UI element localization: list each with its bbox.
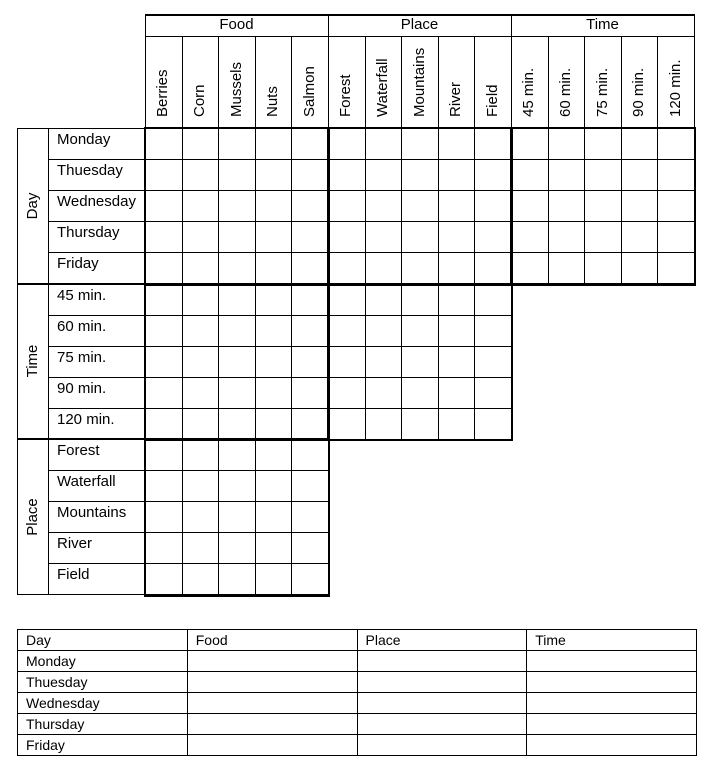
column-label-river: River	[447, 81, 465, 117]
answer-blank-cell[interactable]	[357, 714, 527, 735]
answer-blank-cell[interactable]	[527, 693, 697, 714]
answer-blank-cell[interactable]	[357, 735, 527, 756]
row-label-divider	[48, 221, 145, 222]
header-column-line	[438, 36, 439, 128]
header-column-line	[694, 14, 695, 128]
header-column-line	[401, 36, 402, 128]
row-label-divider	[48, 190, 145, 191]
side-category-divider	[48, 284, 49, 440]
header-column-line	[218, 36, 219, 128]
answer-day-cell: Monday	[18, 651, 188, 672]
header-column-line	[291, 36, 292, 128]
answer-day-cell: Thursday	[18, 714, 188, 735]
answer-blank-cell[interactable]	[527, 735, 697, 756]
header-column-line	[365, 36, 366, 128]
grid-block-frame	[327, 283, 513, 442]
header-column-line	[145, 14, 146, 128]
answer-day-cell: Wednesday	[18, 693, 188, 714]
row-label-divider	[48, 159, 145, 160]
grid-block-frame	[144, 283, 330, 442]
answer-row	[18, 714, 697, 735]
row-label-divider	[48, 315, 145, 316]
answer-header-place: Place	[357, 630, 527, 651]
answer-header-day: Day	[18, 630, 188, 651]
row-label-river: River	[57, 535, 93, 553]
row-label-90-min-: 90 min.	[57, 379, 107, 397]
header-column-line	[584, 36, 585, 128]
header-column-line	[548, 36, 549, 128]
column-label-field: Field	[483, 84, 501, 117]
answer-row	[18, 693, 697, 714]
answer-row	[18, 651, 697, 672]
answer-blank-cell[interactable]	[187, 735, 357, 756]
answer-blank-cell[interactable]	[357, 672, 527, 693]
answer-blank-cell[interactable]	[357, 651, 527, 672]
header-column-line	[255, 36, 256, 128]
side-category-time: Time	[23, 344, 41, 378]
answer-header-food: Food	[187, 630, 357, 651]
row-label-mountains: Mountains	[57, 504, 127, 522]
answer-row	[18, 735, 697, 756]
header-column-line	[474, 36, 475, 128]
row-label-divider	[48, 563, 145, 564]
answer-blank-cell[interactable]	[187, 651, 357, 672]
row-label-divider	[48, 346, 145, 347]
top-category-time: Time	[586, 16, 619, 33]
column-label-forest: Forest	[337, 74, 355, 117]
answer-blank-cell[interactable]	[187, 693, 357, 714]
row-label-divider	[48, 501, 145, 502]
answer-table	[17, 629, 697, 756]
row-label-divider	[48, 252, 145, 253]
column-label-salmon: Salmon	[300, 66, 318, 117]
grid-block-frame	[327, 127, 513, 286]
answer-blank-cell[interactable]	[187, 672, 357, 693]
column-label-berries: Berries	[154, 69, 172, 117]
grid-block-frame	[510, 127, 696, 286]
column-label-mussels: Mussels	[227, 61, 245, 117]
row-label-120-min-: 120 min.	[57, 410, 115, 428]
row-label-monday: Monday	[57, 131, 111, 148]
answer-blank-cell[interactable]	[357, 693, 527, 714]
header-column-line	[328, 14, 329, 128]
column-label-75-min-: 75 min.	[593, 67, 611, 117]
row-label-waterfall: Waterfall	[57, 473, 116, 491]
answer-blank-cell[interactable]	[527, 714, 697, 735]
side-category-place: Place	[23, 497, 41, 536]
column-label-mountains: Mountains	[410, 47, 428, 117]
answer-row	[18, 672, 697, 693]
row-label-wednesday: Wednesday	[57, 193, 136, 211]
row-label-forest: Forest	[57, 442, 100, 459]
column-label-120-min-: 120 min.	[666, 59, 684, 117]
row-label-thursday: Thursday	[57, 224, 120, 242]
header-column-line	[182, 36, 183, 128]
grid-block-frame	[144, 127, 330, 286]
header-group-divider	[145, 36, 694, 37]
grid-block-frame	[144, 438, 330, 597]
top-category-food: Food	[219, 16, 254, 33]
header-column-line	[657, 36, 658, 128]
row-label-75-min-: 75 min.	[57, 348, 107, 366]
column-label-nuts: Nuts	[264, 86, 282, 117]
row-label-divider	[48, 532, 145, 533]
column-label-corn: Corn	[190, 84, 208, 117]
row-label-friday: Friday	[57, 255, 99, 273]
answer-day-cell: Thuesday	[18, 672, 188, 693]
answer-blank-cell[interactable]	[527, 672, 697, 693]
side-category-divider	[48, 439, 49, 595]
header-column-line	[621, 36, 622, 128]
row-label-divider	[48, 470, 145, 471]
row-label-divider	[48, 377, 145, 378]
answer-blank-cell[interactable]	[187, 714, 357, 735]
column-label-60-min-: 60 min.	[556, 67, 574, 117]
top-category-place: Place	[400, 16, 439, 33]
column-label-90-min-: 90 min.	[630, 67, 648, 117]
column-label-45-min-: 45 min.	[520, 67, 538, 117]
column-label-waterfall: Waterfall	[373, 58, 391, 117]
row-label-divider	[48, 408, 145, 409]
answer-blank-cell[interactable]	[527, 651, 697, 672]
row-label-thuesday: Thuesday	[57, 162, 123, 180]
answer-header-row	[18, 630, 697, 651]
row-label-field: Field	[57, 566, 90, 584]
answer-header-time: Time	[527, 630, 697, 651]
row-label-45-min-: 45 min.	[57, 286, 107, 304]
answer-day-cell: Friday	[18, 735, 188, 756]
side-category-day: Day	[23, 192, 41, 220]
header-column-line	[511, 14, 512, 128]
side-category-divider	[48, 128, 49, 284]
row-label-60-min-: 60 min.	[57, 317, 107, 335]
